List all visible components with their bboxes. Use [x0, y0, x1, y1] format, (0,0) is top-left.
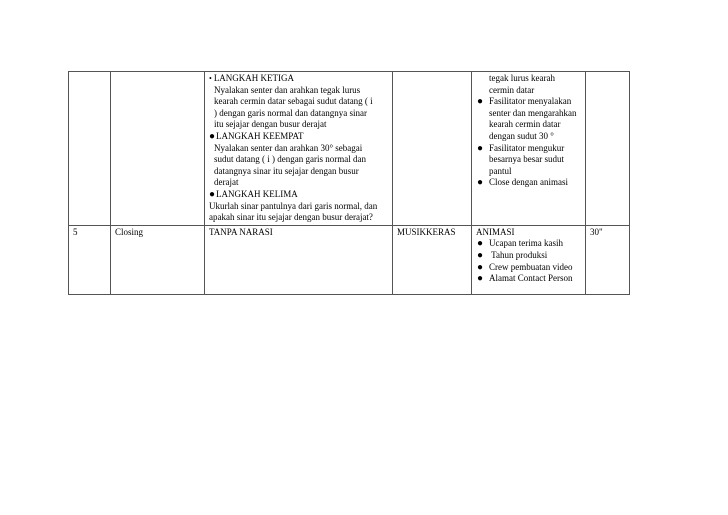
- step-heading: • LANGKAH KETIGA: [209, 73, 295, 83]
- cell-notes: [472, 225, 586, 294]
- list-item: ● Close dengan animasi: [477, 177, 568, 189]
- bullet-icon: ●: [477, 273, 484, 285]
- step-text: kearah cermin datar sebagai sudut datang ( i: [214, 96, 373, 107]
- notes-list: [476, 177, 581, 189]
- list-item: ● Ucapan terima kasih: [477, 238, 563, 250]
- script-table: [68, 71, 630, 295]
- table-row: [69, 72, 630, 226]
- notes-text: cermin datar: [489, 84, 535, 95]
- step-heading: ●LANGKAH KEEMPAT: [209, 130, 304, 142]
- step-text: ) dengan garis normal dan datangnya sinar: [214, 107, 367, 118]
- step-text: Nyalakan senter dan arahkan 30° sebagai: [214, 142, 363, 153]
- cell-segment: Closing: [111, 225, 205, 294]
- bullet-icon: ●: [209, 188, 216, 200]
- bullet-icon: ●: [477, 177, 484, 189]
- notes-title: ANIMASI: [476, 226, 515, 237]
- cell-segment: [111, 72, 205, 226]
- list-item: ● Fasilitator mengukur: [477, 142, 565, 154]
- notes-text: senter dan mengarahkan: [489, 107, 577, 118]
- step-text: sudut datang ( i ) dengan garis normal dan: [214, 154, 366, 165]
- cell-no: [69, 72, 111, 226]
- notes-text: kearah cermin datar: [489, 119, 561, 130]
- bullet-icon: ●: [477, 249, 484, 261]
- notes-text: besarnya besar sudut: [489, 154, 564, 165]
- bullet-icon: ●: [477, 238, 484, 250]
- notes-text: dengan sudut 30 °: [489, 130, 554, 141]
- notes-list: [476, 96, 581, 108]
- list-item: ● Crew pembuatan video: [477, 261, 573, 273]
- list-item: ● Tahun produksi: [477, 249, 548, 261]
- table-row: [69, 225, 630, 294]
- cell-visual: TANPA NARASI: [205, 225, 393, 294]
- step-text: Nyalakan senter dan arahkan tegak lurus: [214, 84, 361, 95]
- step-heading: ●LANGKAH KELIMA: [209, 188, 298, 200]
- notes-list: [476, 143, 581, 155]
- cell-audio: [393, 72, 472, 226]
- bullet-icon: ●: [477, 261, 484, 273]
- cell-audio: MUSIKKERAS: [393, 225, 472, 294]
- notes-text: pantul: [489, 165, 512, 176]
- step-text: itu sejajar dengan busur derajat: [214, 119, 327, 130]
- cell-visual: [205, 72, 393, 226]
- cell-duration: [586, 72, 630, 226]
- bullet-icon: ●: [477, 96, 484, 108]
- bullet-icon: ●: [477, 142, 484, 154]
- bullet-icon: ●: [209, 130, 216, 142]
- list-item: ● Fasilitator menyalakan: [477, 96, 572, 108]
- list-item: ● Alamat Contact Person: [477, 273, 573, 285]
- step-text: Ukurlah sinar pantulnya dari garis normal, dan: [209, 200, 378, 211]
- cell-no: 5: [69, 225, 111, 294]
- notes-text: tegak lurus kearah: [489, 73, 555, 83]
- notes-list: [476, 238, 581, 284]
- cell-notes: [472, 72, 586, 226]
- bullet-icon: •: [209, 74, 212, 83]
- step-text: derajat: [214, 177, 239, 188]
- cell-duration: 30": [586, 225, 630, 294]
- step-text: datangnya sinar itu sejajar dengan busur: [214, 165, 359, 176]
- step-text: apakah sinar itu sejajar dengan busur derajat?: [209, 212, 373, 223]
